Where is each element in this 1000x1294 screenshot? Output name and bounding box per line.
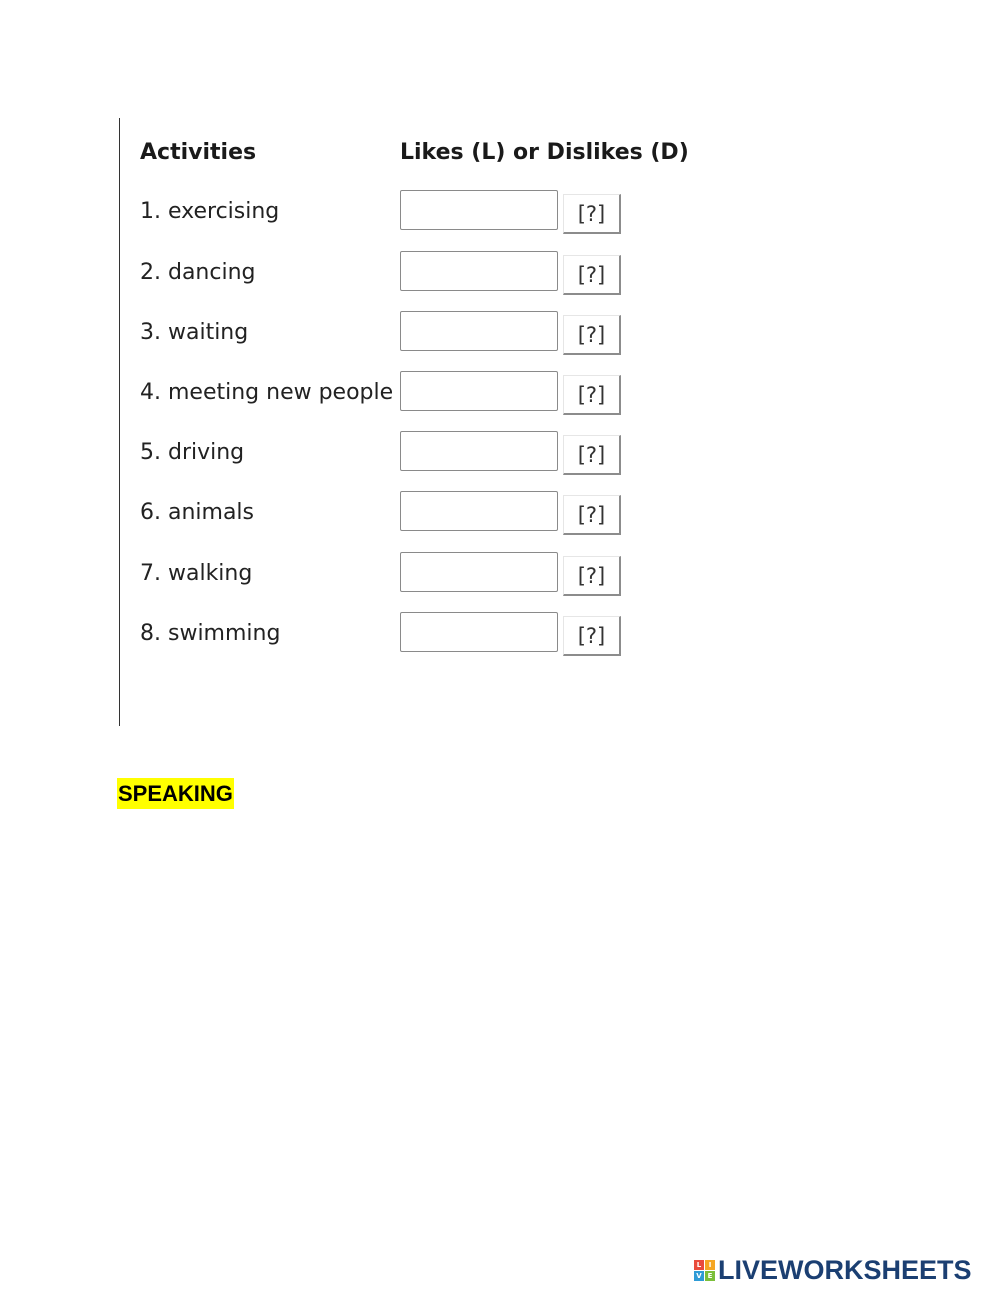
hint-button-dancing[interactable]: [?]	[563, 255, 621, 295]
activity-row-dancing	[140, 251, 640, 297]
hint-button-waiting[interactable]: [?]	[563, 315, 621, 355]
hint-button-walking[interactable]: [?]	[563, 556, 621, 596]
answer-input-waiting[interactable]	[400, 311, 558, 351]
hint-button-meeting-new-people[interactable]: [?]	[563, 375, 621, 415]
answer-input-driving[interactable]	[400, 431, 558, 471]
logo-wordmark: LIVEWORKSHEETS	[718, 1254, 972, 1285]
activity-row-walking	[140, 552, 640, 598]
activity-label: 2. dancing	[140, 260, 256, 285]
answer-input-animals[interactable]	[400, 491, 558, 531]
table-left-border	[119, 118, 120, 726]
hint-button-animals[interactable]: [?]	[563, 495, 621, 535]
logo-cube: V	[694, 1271, 704, 1281]
answer-input-swimming[interactable]	[400, 612, 558, 652]
likes-dislikes-column-header: Likes (L) or Dislikes (D)	[400, 140, 689, 165]
logo-cube: I	[705, 1260, 715, 1270]
activity-label: 1. exercising	[140, 199, 280, 224]
answer-input-exercising[interactable]	[400, 190, 558, 230]
activity-row-animals	[140, 491, 640, 537]
answer-input-dancing[interactable]	[400, 251, 558, 291]
logo-cube: L	[694, 1260, 704, 1270]
hint-button-driving[interactable]: [?]	[563, 435, 621, 475]
logo-cube: E	[705, 1271, 715, 1281]
activity-row-driving	[140, 431, 640, 477]
liveworksheets-logo	[694, 1255, 972, 1285]
activity-row-exercising	[140, 190, 640, 236]
answer-input-meeting-new-people[interactable]	[400, 371, 558, 411]
activity-label: 7. walking	[140, 561, 253, 586]
activity-row-swimming	[140, 612, 640, 658]
activity-row-meeting-new-people	[140, 371, 640, 417]
activity-row-waiting	[140, 311, 640, 357]
activity-label: 6. animals	[140, 500, 255, 525]
activity-label: 8. swimming	[140, 621, 281, 646]
activities-column-header: Activities	[140, 140, 257, 165]
speaking-section-heading: SPEAKING	[117, 778, 234, 809]
logo-cubes-icon	[694, 1260, 715, 1281]
hint-button-exercising[interactable]: [?]	[563, 194, 621, 234]
hint-button-swimming[interactable]: [?]	[563, 616, 621, 656]
activity-label: 5. driving	[140, 440, 245, 465]
activity-label: 4. meeting new people	[140, 380, 394, 405]
answer-input-walking[interactable]	[400, 552, 558, 592]
activity-label: 3. waiting	[140, 320, 249, 345]
